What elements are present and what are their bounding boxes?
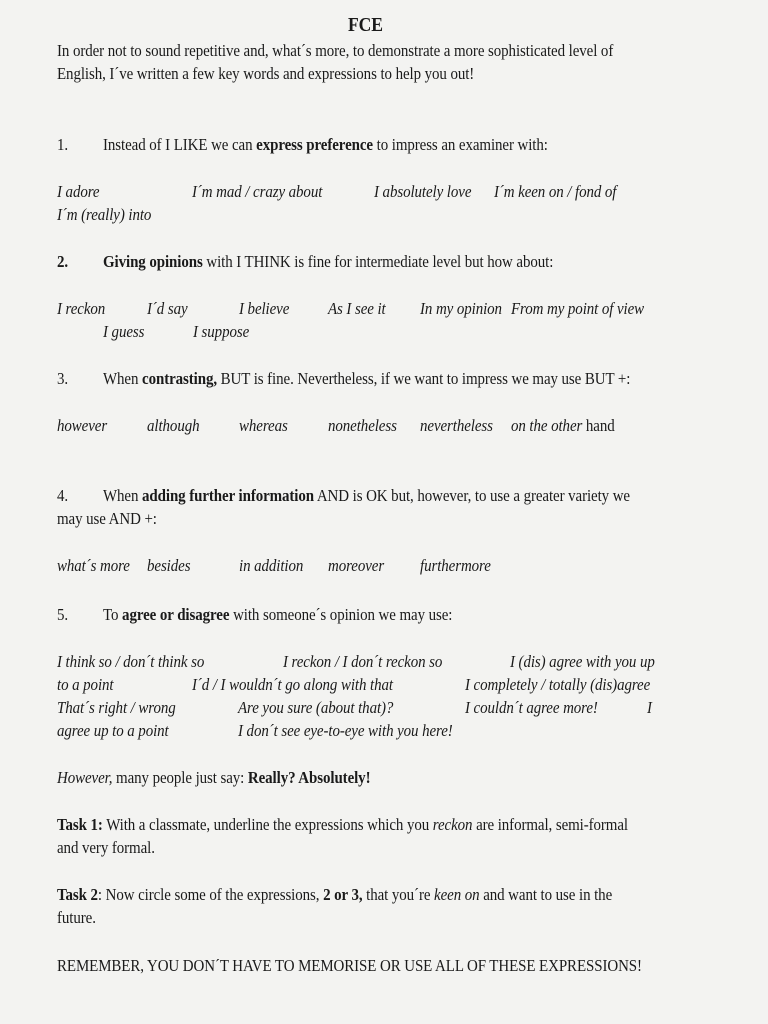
intro-line-2: English, I´ve written a few key words and expressions to help you out!: [57, 64, 475, 83]
section-3-heading: When contrasting, BUT is fine. Nevertheless, if we want to impress we may use BUT +:: [103, 369, 631, 388]
expression: I´d say: [147, 299, 188, 318]
expression: As I see it: [328, 299, 386, 318]
expression: to a point: [57, 675, 114, 694]
expression: I think so / don´t think so: [57, 652, 205, 671]
section-1-heading: Instead of I LIKE we can express preference to impress an examiner with:: [103, 135, 548, 154]
section-4-number: 4.: [57, 486, 69, 505]
expression: nonetheless: [328, 416, 397, 435]
expression: I adore: [57, 182, 100, 201]
expression: I couldn´t agree more!: [465, 698, 598, 717]
expression: I reckon / I don´t reckon so: [283, 652, 443, 671]
expression: Are you sure (about that)?: [238, 698, 394, 717]
expression: in addition: [239, 556, 304, 575]
section-4-heading-cont: may use AND +:: [57, 509, 157, 528]
expression: I guess: [103, 322, 145, 341]
expression: I´m mad / crazy about: [192, 182, 323, 201]
section-4-heading: When adding further information AND is OK but, however, to use a greater variety we: [103, 486, 630, 505]
expression: however: [57, 416, 108, 435]
section-2-number: 2.: [57, 252, 69, 271]
section-3-number: 3.: [57, 369, 69, 388]
page-title: FCE: [348, 14, 383, 36]
task-1: Task 1: With a classmate, underline the expressions which you reckon are informal, semi-formal: [57, 815, 628, 834]
expression: I´m (really) into: [57, 205, 152, 224]
expression: I suppose: [193, 322, 250, 341]
expression: on the other hand: [511, 416, 615, 435]
expression: nevertheless: [420, 416, 493, 435]
expression: although: [147, 416, 200, 435]
remember-note: REMEMBER, YOU DON´T HAVE TO MEMORISE OR USE ALL OF THESE EXPRESSIONS!: [57, 956, 642, 975]
expression: what´s more: [57, 556, 130, 575]
section-2-heading: Giving opinions with I THINK is fine for intermediate level but how about:: [103, 252, 554, 271]
expression: In my opinion: [420, 299, 502, 318]
expression: I believe: [239, 299, 290, 318]
expression: moreover: [328, 556, 385, 575]
expression: I: [647, 698, 652, 717]
expression: I´m keen on / fond of: [494, 182, 617, 201]
task-2-cont: future.: [57, 908, 96, 927]
intro-line-1: In order not to sound repetitive and, what´s more, to demonstrate a more sophisticated level of: [57, 41, 614, 60]
expression: I completely / totally (dis)agree: [465, 675, 651, 694]
section-5-number: 5.: [57, 605, 69, 624]
expression: furthermore: [420, 556, 491, 575]
expression: I (dis) agree with you up: [510, 652, 655, 671]
task-1-cont: and very formal.: [57, 838, 155, 857]
expression: besides: [147, 556, 191, 575]
expression: agree up to a point: [57, 721, 169, 740]
expression: whereas: [239, 416, 288, 435]
section-5-heading: To agree or disagree with someone´s opinion we may use:: [103, 605, 453, 624]
expression: That´s right / wrong: [57, 698, 176, 717]
section-1-number: 1.: [57, 135, 69, 154]
however-line: However, many people just say: Really? Absolutely!: [57, 768, 371, 787]
task-2: Task 2: Now circle some of the expressions, 2 or 3, that you´re keen on and want to use in the: [57, 885, 613, 904]
expression: From my point of view: [511, 299, 645, 318]
expression: I´d / I wouldn´t go along with that: [192, 675, 393, 694]
expression: I don´t see eye-to-eye with you here!: [238, 721, 453, 740]
expression: I absolutely love: [374, 182, 472, 201]
expression: I reckon: [57, 299, 106, 318]
